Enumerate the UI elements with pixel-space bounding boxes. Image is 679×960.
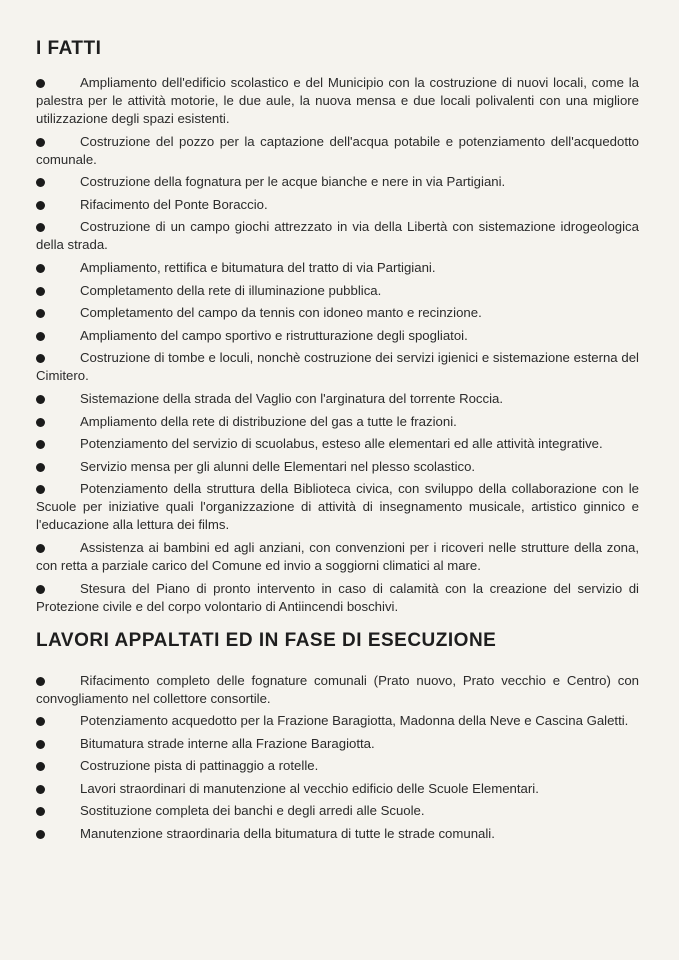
- list-item: [36, 480, 639, 534]
- lavori-list: [36, 672, 639, 844]
- bullet-icon: [36, 544, 45, 553]
- bullet-icon: [36, 418, 45, 427]
- bullet-icon: [36, 762, 45, 771]
- list-item-text: Rifacimento completo delle fognature comunali (Prato nuovo, Prato vecchio e Centro) con convogliamento nel collettore consortile.: [36, 672, 639, 706]
- list-item-text: Potenziamento della struttura della Biblioteca civica, con sviluppo della collaborazione con le Scuole per iniziative quali l'organizzazione di attività di insegnamento musicale, artistico ginnico e l'educazione alla lettura dei films.: [36, 481, 639, 533]
- list-item: [36, 196, 639, 214]
- bullet-icon: [36, 785, 45, 794]
- bullet-icon: [36, 830, 45, 839]
- list-item-text: Ampliamento del campo sportivo e ristrutturazione degli spogliatoi.: [80, 327, 468, 343]
- list-item-text: Costruzione della fognatura per le acque bianche e nere in via Partigiani.: [80, 174, 506, 190]
- bullet-icon: [36, 354, 45, 363]
- list-item-text: Assistenza ai bambini ed agli anziani, con convenzioni per i ricoveri nelle strutture della zona, con retta a parziale carico del Comune ed invio a soggiorni climatici al mare.: [36, 539, 639, 573]
- list-item-text: Sistemazione della strada del Vaglio con l'arginatura del torrente Roccia.: [80, 390, 504, 406]
- list-item-text: Stesura del Piano di pronto intervento in caso di calamità con la creazione del servizio di Protezione civile e del corpo volontario di Antiincendi boschivi.: [36, 580, 639, 614]
- bullet-icon: [36, 440, 45, 449]
- fatti-list: [36, 74, 639, 616]
- list-item: [36, 712, 639, 730]
- list-item-text: Lavori straordinari di manutenzione al vecchio edificio delle Scuole Elementari.: [80, 780, 539, 796]
- list-item-text: Ampliamento della rete di distribuzione del gas a tutte le frazioni.: [80, 413, 457, 429]
- bullet-icon: [36, 138, 45, 147]
- list-item-text: Bitumatura strade interne alla Frazione Baragiotta.: [80, 735, 375, 751]
- bullet-icon: [36, 740, 45, 749]
- list-item-text: Sostituzione completa dei banchi e degli arredi alle Scuole.: [80, 803, 425, 819]
- list-item: [36, 825, 639, 843]
- bullet-icon: [36, 332, 45, 341]
- bullet-icon: [36, 178, 45, 187]
- list-item: [36, 672, 639, 708]
- list-item-text: Costruzione di tombe e loculi, nonchè costruzione dei servizi igienici e sistemazione esterna del Cimitero.: [36, 350, 639, 384]
- bullet-icon: [36, 585, 45, 594]
- list-item-text: Costruzione di un campo giochi attrezzato in via della Libertà con sistemazione idrogeologica della strada.: [36, 219, 639, 253]
- list-item: [36, 259, 639, 277]
- bullet-icon: [36, 201, 45, 210]
- section-title-lavori: LAVORI APPALTATI ED IN FASE DI ESECUZIONE: [36, 629, 497, 651]
- list-item-text: Completamento della rete di illuminazione pubblica.: [80, 282, 382, 298]
- list-item-text: Potenziamento del servizio di scuolabus, esteso alle elementari ed alle attività integrative.: [80, 436, 603, 452]
- bullet-icon: [36, 287, 45, 296]
- bullet-icon: [36, 717, 45, 726]
- list-item: [36, 435, 639, 453]
- list-item: [36, 735, 639, 753]
- list-item: [36, 802, 639, 820]
- list-item-text: Completamento del campo da tennis con idoneo manto e recinzione.: [80, 305, 482, 321]
- list-item: [36, 539, 639, 575]
- list-item: [36, 780, 639, 798]
- bullet-icon: [36, 807, 45, 816]
- list-item: [36, 282, 639, 300]
- list-item: [36, 580, 639, 616]
- bullet-icon: [36, 79, 45, 88]
- list-item-text: Ampliamento dell'edificio scolastico e del Municipio con la costruzione di nuovi locali, come la palestra per le attività motorie, le due aule, la nuova mensa e due locali polivalenti con una migliore utilizzazione degli spazi esistenti.: [36, 75, 639, 126]
- bullet-icon: [36, 395, 45, 404]
- bullet-icon: [36, 463, 45, 472]
- bullet-icon: [36, 223, 45, 232]
- list-item: [36, 304, 639, 322]
- list-item-text: Manutenzione straordinaria della bitumatura di tutte le strade comunali.: [80, 826, 495, 842]
- bullet-icon: [36, 485, 45, 494]
- list-item: [36, 757, 639, 775]
- bullet-icon: [36, 264, 45, 273]
- list-item: [36, 173, 639, 191]
- list-item: [36, 349, 639, 385]
- list-item-text: Servizio mensa per gli alunni delle Elementari nel plesso scolastico.: [80, 458, 476, 474]
- section-title-fatti: I FATTI: [36, 38, 102, 59]
- list-item: [36, 390, 639, 408]
- list-item: [36, 74, 639, 128]
- list-item: [36, 133, 639, 169]
- list-item-text: Potenziamento acquedotto per la Frazione Baragiotta, Madonna della Neve e Cascina Galetti.: [80, 713, 629, 729]
- bullet-icon: [36, 309, 45, 318]
- bullet-icon: [36, 677, 45, 686]
- list-item-text: Rifacimento del Ponte Boraccio.: [80, 196, 268, 212]
- list-item: [36, 327, 639, 345]
- list-item-text: Costruzione pista di pattinaggio a rotelle.: [80, 758, 319, 774]
- list-item-text: Ampliamento, rettifica e bitumatura del tratto di via Partigiani.: [80, 259, 436, 275]
- list-item: [36, 458, 639, 476]
- list-item: [36, 218, 639, 254]
- list-item-text: Costruzione del pozzo per la captazione dell'acqua potabile e potenziamento dell'acquedotto comunale.: [36, 133, 639, 167]
- list-item: [36, 413, 639, 431]
